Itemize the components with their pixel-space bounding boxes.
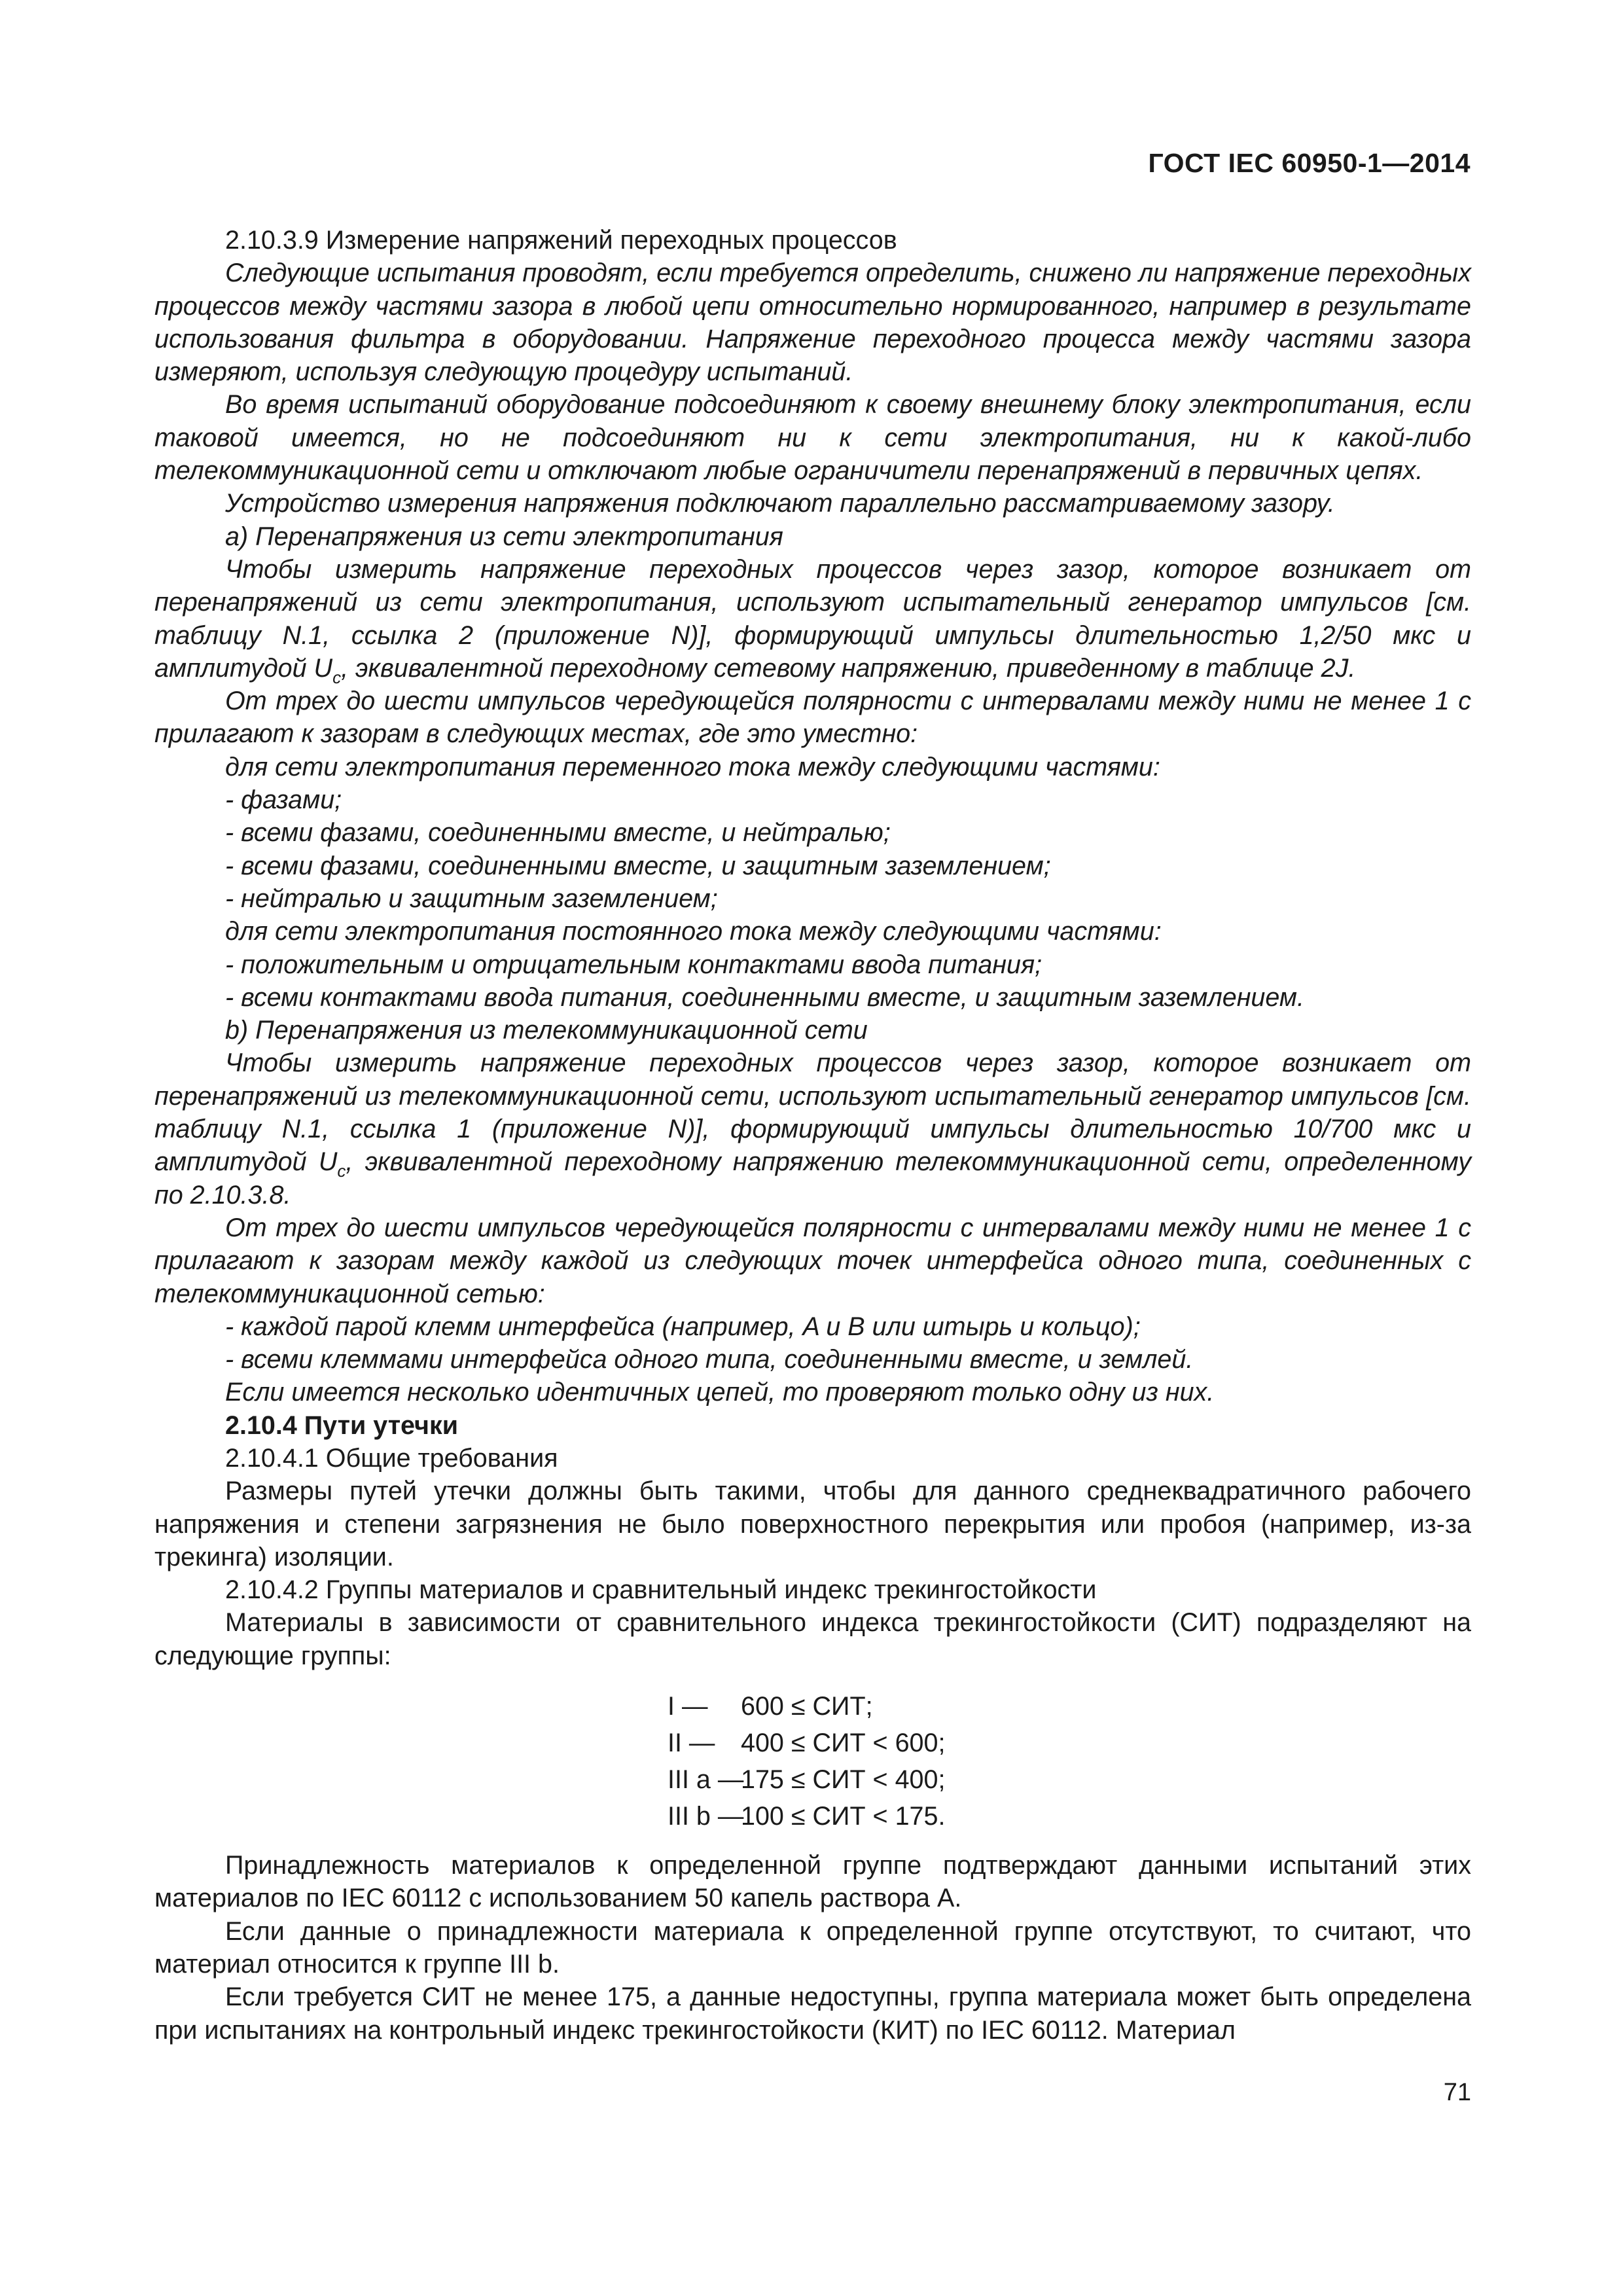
paragraph: Размеры путей утечки должны быть такими, чтобы для данного среднеквадратичного рабочего напряжения и степени загрязнения не было поверхностного перекрытия или пробоя (например, из-за трекинга) изоляции. [154,1477,1471,1571]
list-item: - каждой парой клемм интерфейса (например, A и B или штырь и кольцо); [225,1312,1141,1341]
clause-2-10-4-1-title: 2.10.4.1 Общие требования [225,1443,558,1473]
subheading-a: a) Перенапряжения из сети электропитания [225,522,783,551]
paragraph: для сети электропитания постоянного тока между следующими частями: [225,917,1162,946]
list-item: - всеми контактами ввода питания, соединенными вместе, и защитным заземлением. [225,982,1304,1012]
paragraph: От трех до шести импульсов чередующейся полярности с интервалами между ними не менее 1 с прилагают к зазорам между каждой из следующих точек интерфейса одного типа, соединенных с телекоммуникационной сетью: [154,1213,1471,1308]
paragraph: Чтобы измерить напряжение переходных процессов через зазор, которое возникает от перенапряжений из сети электропитания, используют испытательный генератор импульсов [см. таблицу N.1, ссылка 2 (приложение N)], формирующий импульсы длительностью 1,2/50 мкс и амплитудой $U_c$, эквивалентной переходному сетевому напряжению, приведенному в таблице 2J. [154,554,1471,687]
paragraph: Если имеется несколько идентичных цепей, то проверяют только одну из них. [225,1378,1215,1407]
material-group: II — 400 ≤ СИТ < 600; [668,1729,946,1758]
list-item: - всеми клеммами интерфейса одного типа, соединенными вместе, и землей. [225,1345,1194,1374]
material-group: I — 600 ≤ СИТ; [668,1692,873,1721]
subheading-b: b) Перенапряжения из телекоммуникационной сети [225,1016,868,1045]
paragraph: Материалы в зависимости от сравнительного индекса трекингостойкости (СИТ) подразделяют на следующие группы: [154,1608,1471,1670]
list-item: - фазами; [225,785,342,815]
list-item: - положительным и отрицательным контактами ввода питания; [225,950,1043,979]
paragraph: Устройство измерения напряжения подключают параллельно рассматриваемому зазору. [225,489,1335,518]
list-item: - всеми фазами, соединенными вместе, и защитным заземлением; [225,851,1051,880]
material-group: III a —175 ≤ СИТ < 400; [668,1765,946,1795]
material-group: III b —100 ≤ СИТ < 175. [668,1802,946,1831]
paragraph: Если данные о принадлежности материала к определенной группе отсутствуют, то считают, что материал относится к группе III b. [154,1916,1471,1979]
paragraph: Если требуется СИТ не менее 175, а данные недоступны, группа материала может быть определена при испытаниях на контрольный индекс трекингостойкости (КИТ) по IEC 60112. Материал [154,1982,1471,2045]
body-text [154,224,1471,2047]
list-item: - всеми фазами, соединенными вместе, и нейтралью; [225,818,891,848]
clause-2-10-4-2-title: 2.10.4.2 Группы материалов и сравнительный индекс трекингостойкости [225,1575,1097,1605]
paragraph: Принадлежность материалов к определенной группе подтверждают данными испытаний этих материалов по IEC 60112 с использованием 50 капель раствора A. [154,1851,1471,1913]
page-header: ГОСТ IEC 60950-1—2014 [1148,148,1471,178]
material-groups-list [154,1688,1471,1835]
paragraph: Чтобы измерить напряжение переходных процессов через зазор, которое возникает от перенапряжений из телекоммуникационной сети, используют испытательный генератор импульсов [см. таблицу N.1, ссылка 1 (приложение N)], формирующий импульсы длительностью 10/700 мкс и амплитудой $U_c$, эквивалентной переходному напряжению телекоммуникационной сети, определенному по 2.10.3.8. [154,1049,1471,1210]
paragraph: Во время испытаний оборудование подсоединяют к своему внешнему блоку электропитания, если таковой имеется, но не подсоединяют ни к сети электропитания, ни к какой-либо телекоммуникационной сети и отключают любые ограничители перенапряжений в первичных цепях. [154,390,1471,486]
clause-2-10-3-9-title: 2.10.3.9 Измерение напряжений переходных процессов [225,226,897,255]
list-item: - нейтралью и защитным заземлением; [225,884,718,913]
paragraph: Следующие испытания проводят, если требуется определить, снижено ли напряжение переходных процессов между частями зазора в любой цепи относительно нормированного, например в результате использования фильтра в оборудовании. Напряжение переходного процесса между частями зазора измеряют, используя следующую процедуру испытаний. [154,259,1471,387]
paragraph: для сети электропитания переменного тока между следующими частями: [225,752,1160,781]
clause-2-10-4-heading: 2.10.4 Пути утечки [225,1410,459,1440]
page-number: 71 [1443,2079,1471,2106]
paragraph: От трех до шести импульсов чередующейся полярности с интервалами между ними не менее 1 с прилагают к зазорам в следующих местах, где это уместно: [154,687,1471,749]
